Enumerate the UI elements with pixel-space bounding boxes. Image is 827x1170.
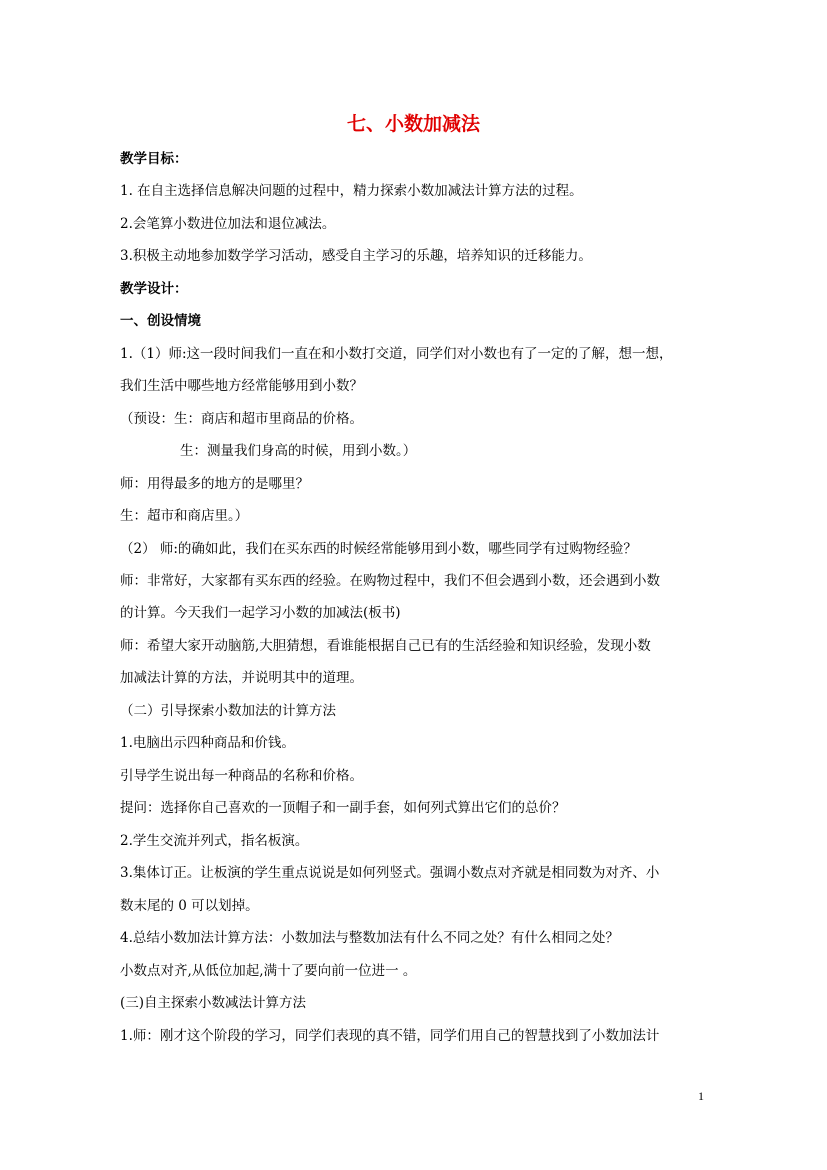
paragraph-line: 4.总结小数加法计算方法：小数加法与整数加法有什么不同之处？有什么相同之处？ (120, 930, 619, 946)
paragraph-line: 3.集体订正。让板演的学生重点说说是如何列竖式。强调小数点对齐就是相同数为对齐、小 (120, 865, 660, 881)
heading-teaching-goals: 教学目标： (120, 151, 188, 167)
paragraph-line: 1. 在自主选择信息解决问题的过程中，精力探索小数加减法计算方法的过程。 (120, 183, 583, 199)
paragraph-line: 2.会笔算小数进位加法和退位减法。 (120, 216, 336, 232)
paragraph-line: 生：超市和商店里。） (120, 508, 249, 524)
paragraph-line-indented: 生：测量我们身高的时候，用到小数。） (180, 443, 417, 459)
subheading-section-two: （二）引导探索小数加法的计算方法 (120, 703, 336, 719)
paragraph-line: （2） 师:的确如此，我们在买东西的时候经常能够用到小数，哪些同学有过购物经验？ (120, 541, 637, 557)
paragraph-line: 3.积极主动地参加数学学习活动，感受自主学习的乐趣，培养知识的迁移能力。 (120, 248, 592, 264)
paragraph-line: 数末尾的 0 可以划掉。 (120, 898, 259, 914)
paragraph-line: （预设：生：商店和超市里商品的价格。 (120, 411, 363, 427)
paragraph-line: 提问：选择你自己喜欢的一顶帽子和一副手套，如何列式算出它们的总价？ (120, 800, 566, 816)
paragraph-line: 引导学生说出每一种商品的名称和价格。 (120, 768, 363, 784)
paragraph-line: 的计算。今天我们一起学习小数的加减法(板书) (120, 605, 401, 621)
paragraph-line: 1.师：刚才这个阶段的学习，同学们表现的真不错，同学们用自己的智慧找到了小数加法计 (120, 1028, 660, 1044)
heading-section-one: 一、创设情境 (120, 313, 201, 329)
paragraph-line: 师：希望大家开动脑筋,大胆猜想，看谁能根据自己已有的生活经验和知识经验，发现小数 (120, 638, 651, 654)
document-title: 七、小数加减法 (346, 113, 480, 135)
paragraph-line: 小数点对齐,从低位加起,满十了要向前一位进一 。 (120, 963, 417, 979)
paragraph-line: 加减法计算的方法，并说明其中的道理。 (120, 670, 363, 686)
heading-teaching-design: 教学设计： (120, 281, 188, 297)
paragraph-line: 师：用得最多的地方的是哪里？ (120, 476, 309, 492)
page-number: 1 (698, 1089, 704, 1103)
paragraph-line: 1.（1）师:这一段时间我们一直在和小数打交道，同学们对小数也有了一定的了解，想一想， (120, 346, 673, 362)
paragraph-line: 2.学生交流并列式，指名板演。 (120, 833, 309, 849)
paragraph-line: 我们生活中哪些地方经常能够用到小数？ (120, 378, 363, 394)
paragraph-line: 1.电脑出示四种商品和价钱。 (120, 735, 295, 751)
subheading-section-three: (三)自主探索小数减法计算方法 (120, 995, 307, 1011)
paragraph-line: 师：非常好，大家都有买东西的经验。在购物过程中，我们不但会遇到小数，还会遇到小数 (120, 573, 660, 589)
